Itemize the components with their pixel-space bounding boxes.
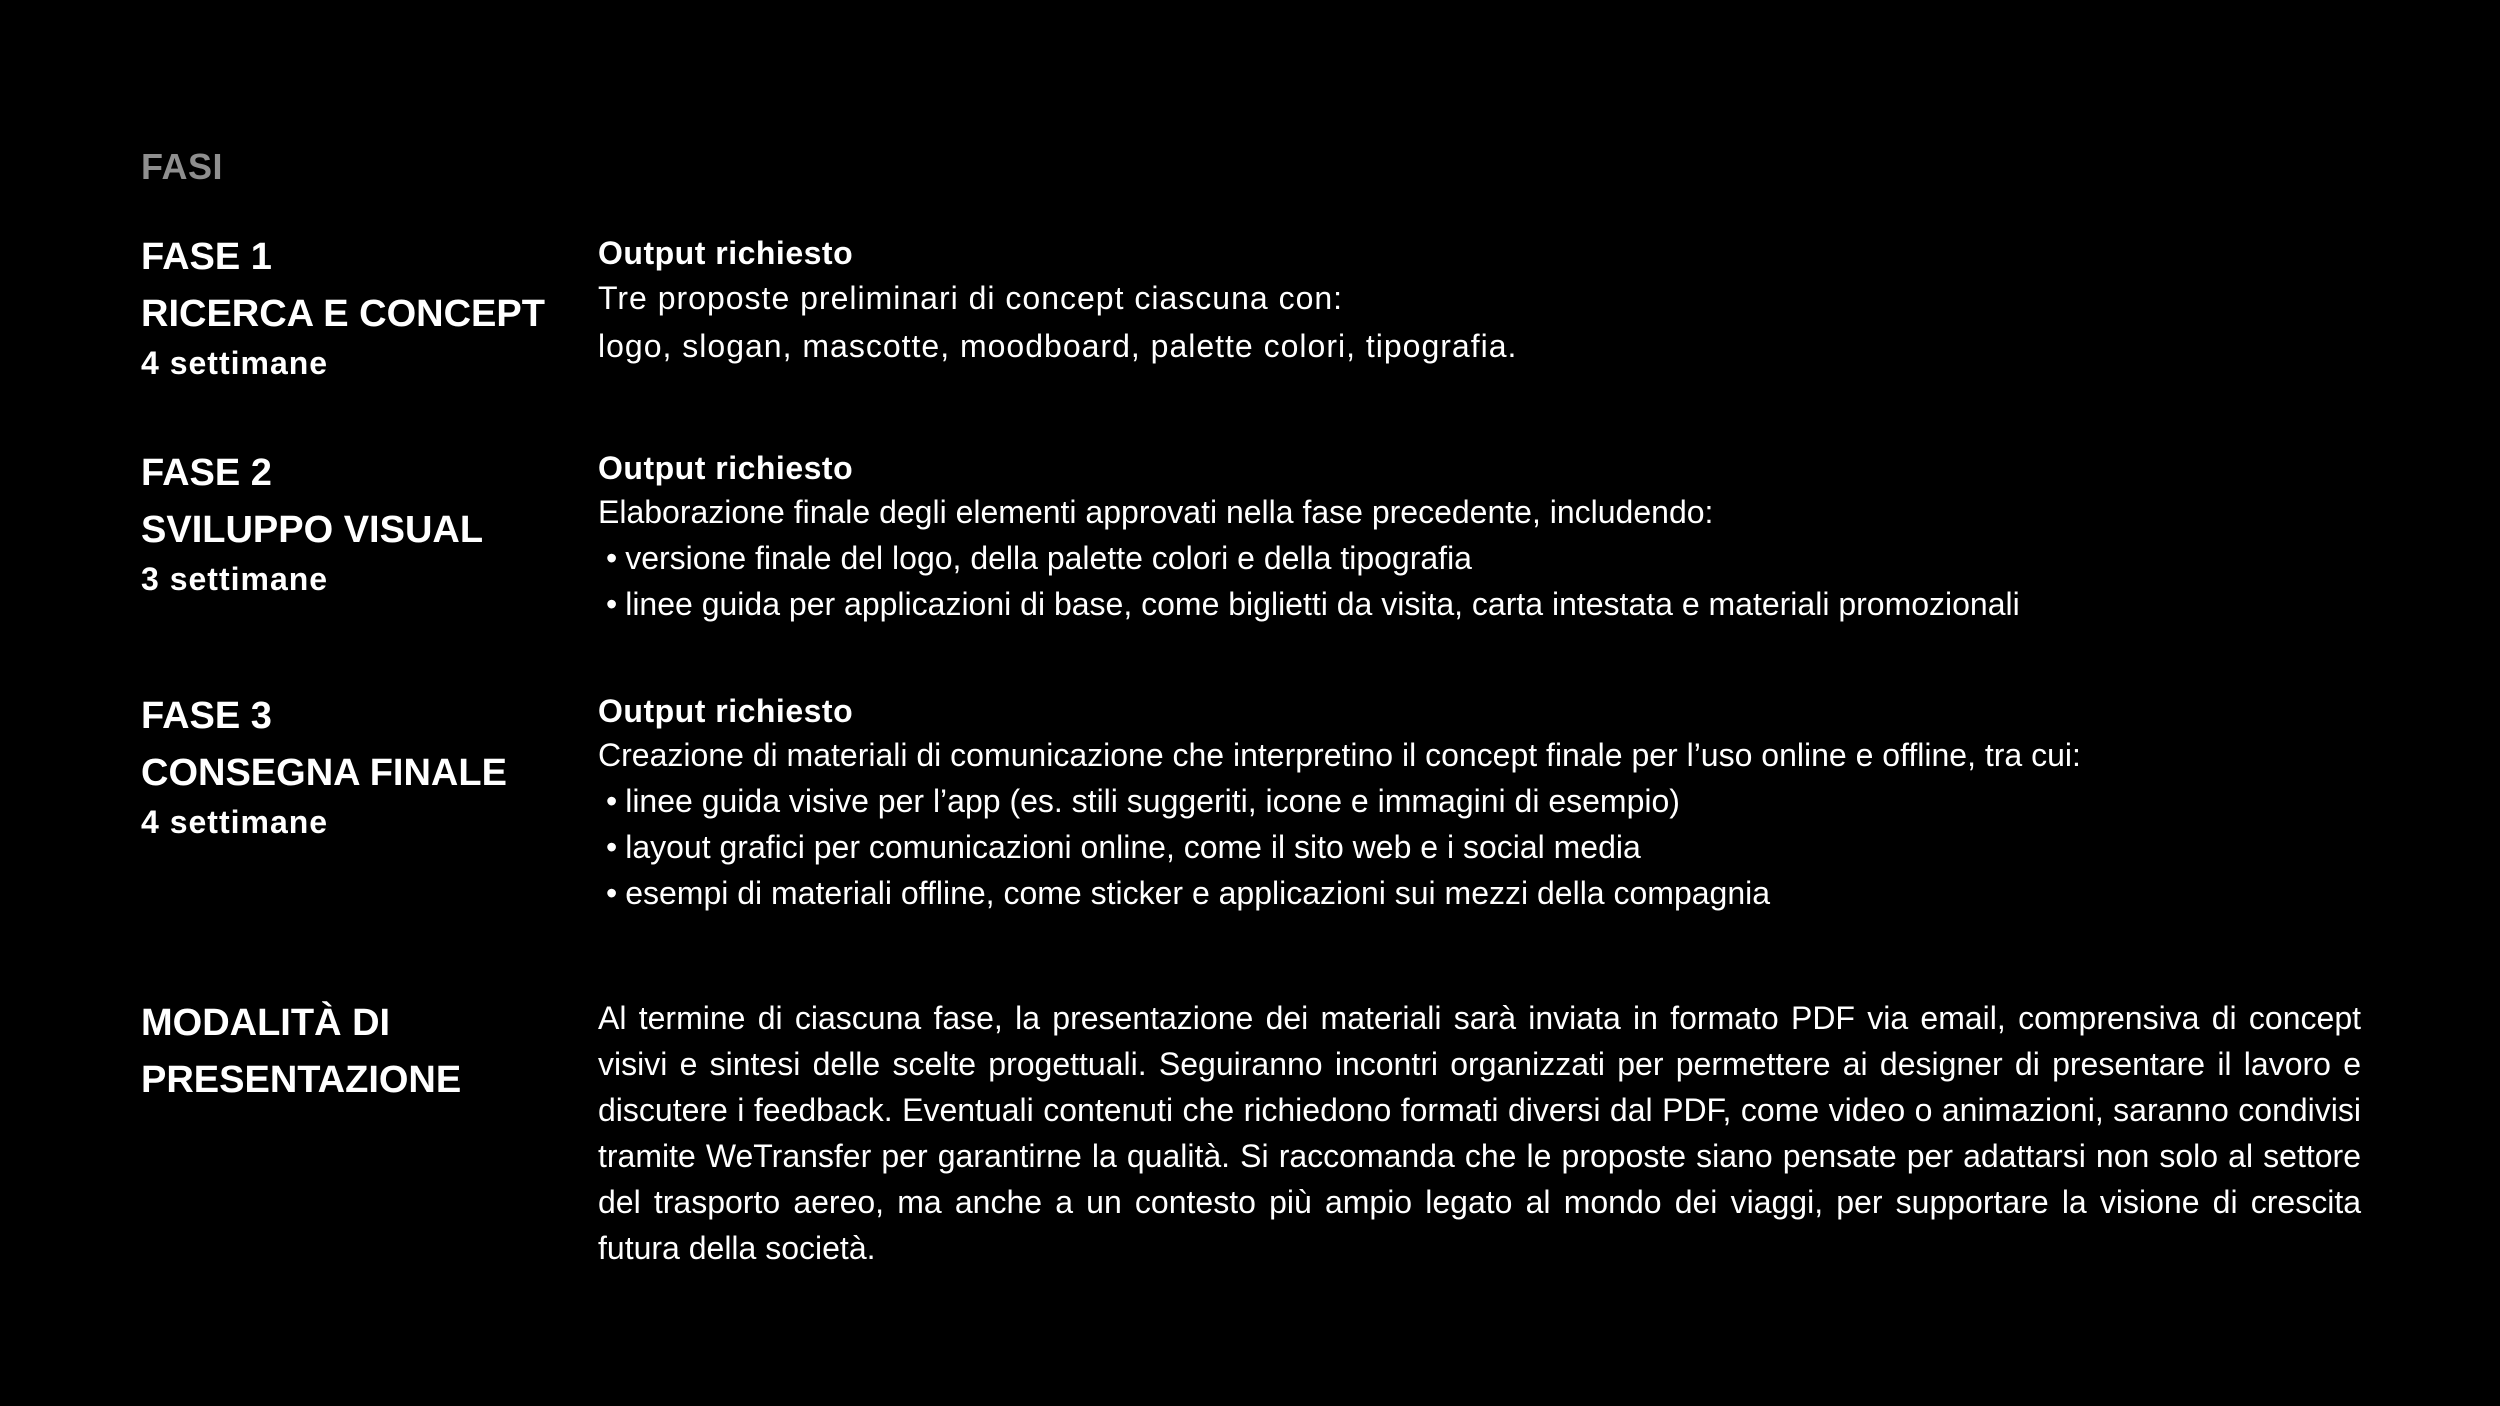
bullet-item: • layout grafici per comunicazioni online, come il sito web e i social media bbox=[598, 824, 2378, 870]
phase-duration: 3 settimane bbox=[141, 561, 329, 597]
presentation-title-line: PRESENTAZIONE bbox=[141, 1059, 462, 1101]
bullet-item: • versione finale del logo, della palette colori e della tipografia bbox=[598, 535, 2378, 581]
output-line: Elaborazione finale degli elementi approvati nella fase precedente, includendo: bbox=[598, 494, 1714, 530]
phase-duration: 4 settimane bbox=[141, 804, 329, 840]
phase-number: FASE 2 bbox=[141, 452, 272, 494]
phase-3-info bbox=[141, 688, 561, 842]
bullet-item: • linee guida per applicazioni di base, come biglietti da visita, carta intestata e materiali promozionali bbox=[598, 581, 2378, 627]
phase-number: FASE 3 bbox=[141, 695, 272, 737]
presentation-title bbox=[141, 995, 561, 1109]
phase-1-output bbox=[598, 232, 2378, 370]
output-line: logo, slogan, mascotte, moodboard, palette colori, tipografia. bbox=[598, 328, 1518, 364]
section-label: FASI bbox=[141, 146, 224, 187]
phase-name: CONSEGNA FINALE bbox=[141, 752, 507, 794]
output-line: Creazione di materiali di comunicazione che interpretino il concept finale per l’uso online e offline, tra cui: bbox=[598, 737, 2081, 773]
phase-2-output bbox=[598, 447, 2378, 627]
presentation-text: Al termine di ciascuna fase, la presentazione dei materiali sarà inviata in formato PDF via email, comprensiva di concept visivi e sintesi delle scelte progettuali. Seguiranno incontri organizzati per permettere ai designer di presentare il lavoro e discutere i feedback. Eventuali contenuti che richiedono formati diversi dal PDF, come video o animazioni, saranno condivisi tramite WeTransfer per garantirne la qualità. Si raccomanda che le proposte siano pensate per adattarsi non solo al settore del trasporto aereo, ma anche a un contesto più ampio legato al mondo dei viaggi, per supportare la visione di crescita futura della società. bbox=[598, 1000, 2361, 1266]
output-title: Output richiesto bbox=[598, 450, 854, 486]
output-title: Output richiesto bbox=[598, 693, 854, 729]
phase-name: SVILUPPO VISUAL bbox=[141, 509, 484, 551]
phase-3-output bbox=[598, 690, 2378, 916]
output-line: Tre proposte preliminari di concept ciascuna con: bbox=[598, 280, 1344, 316]
presentation-title-line: MODALITÀ DI bbox=[141, 1002, 391, 1044]
phase-name: RICERCA E CONCEPT bbox=[141, 293, 545, 335]
output-title: Output richiesto bbox=[598, 235, 854, 271]
phase-2-info bbox=[141, 445, 561, 599]
bullet-item: • esempi di materiali offline, come sticker e applicazioni sui mezzi della compagnia bbox=[598, 870, 2378, 916]
bullet-item: • linee guida visive per l’app (es. stili suggeriti, icone e immagini di esempio) bbox=[598, 778, 2378, 824]
phase-duration: 4 settimane bbox=[141, 345, 329, 381]
phase-number: FASE 1 bbox=[141, 236, 272, 278]
phase-1-info bbox=[141, 229, 561, 383]
